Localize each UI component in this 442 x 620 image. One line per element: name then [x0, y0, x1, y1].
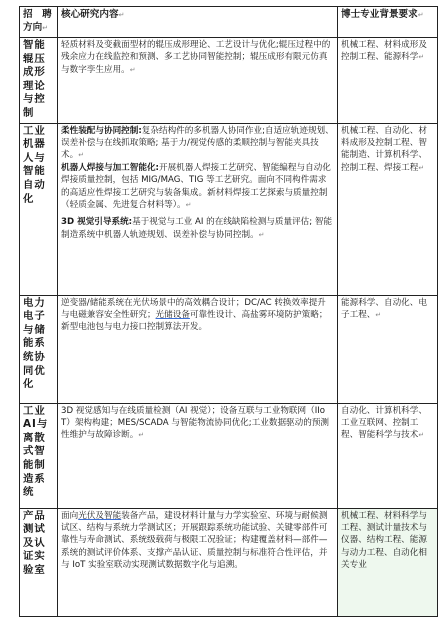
content-paragraph [61, 125, 334, 162]
row-direction [20, 508, 58, 616]
table-row [20, 295, 438, 403]
direction-text: 工业机器人与智能自动化 [23, 124, 46, 205]
background-text: 能源科学、自动化、电子工程、 [341, 297, 427, 320]
paragraph-mark: ↵ [42, 24, 49, 32]
content-underlined-term: 光储设备 [155, 309, 190, 320]
row-background [338, 295, 438, 403]
paragraph-mark: ↵ [375, 310, 382, 319]
row-direction [20, 295, 58, 403]
content-text: 可靠性设计、高盐雾环境防护策略；新型电池包与电力接口控制算法开发。 [61, 309, 328, 333]
recruitment-table-document [19, 6, 437, 617]
row-content [58, 295, 338, 403]
table-header-row [20, 7, 438, 38]
row-direction [20, 38, 58, 124]
row-content [58, 508, 338, 616]
content-text: 开展机器人焊接工艺研究、智能编程与自动化焊接质量控制，包括 MIG/MAG、TIG 等工艺研究。面向不同构件需求的高适应性焊接工艺研究与装备集成。新材料焊接工艺探索与质量控制（轻质金属、先进复合材料等）。 [61, 162, 331, 210]
content-underlined-term: 光伏及智能 [78, 510, 122, 521]
row-background [338, 123, 438, 295]
row-background [338, 403, 438, 508]
table-row [20, 508, 438, 616]
content-lead: 3D 视觉引导系统: [61, 217, 133, 228]
content-lead: 机器人焊接与加工智能化: [61, 162, 159, 173]
background-text: 机械工程、材料科学与工程、测试计量技术与仪器、结构工程、能源与动力工程、自动化相关专业 [341, 510, 427, 571]
paragraph-mark: ↵ [258, 230, 265, 239]
row-direction [20, 123, 58, 295]
direction-text: 电力电子与储能系统协同优化 [23, 296, 46, 391]
header-background-text: 博士专业背景要求 [341, 9, 418, 20]
row-background [338, 508, 438, 616]
header-direction-text: 招 聘方向 [23, 9, 52, 33]
paragraph-mark: ↵ [418, 431, 425, 440]
content-text: 逆变器/储能系统在光伏场景中的高效耦合设计；DC/AC 转换效率提升与电磁兼容安全性研究； [61, 297, 326, 320]
paragraph-mark: ↵ [417, 11, 424, 19]
background-text: 自动化、计算机科学、工业互联网、控制工程、智能科学与技术 [341, 405, 427, 441]
background-text: 机械工程、自动化、材料成形及控制工程、智能制造、计算机科学、控制工程、焊接工程 [341, 125, 427, 173]
paragraph-mark: ↵ [78, 151, 85, 160]
content-text: 复杂结构件的多机器人协同作业;自适应轨迹规划、误差补偿与在线抓取策略; 基于力/视觉传感的柔顺控制与智能夹具技术。 [61, 125, 334, 161]
table-row [20, 38, 438, 124]
content-text: 3D 视觉感知与在线质量检测（AI 视觉）；设备互联与工业物联网（IIoT）架构构建；MES/SCADA 与智能物流协同优化;工业数据驱动的预测性维护与故障诊断。 [61, 405, 330, 441]
content-text: 轻质材料及变截面型材的辊压成形理论、工艺设计与优化;辊压过程中的残余应力在线监控和预测、多工艺协同智能控制；辊压成形有限元仿真与数字孪生应用。 [61, 40, 331, 75]
row-content [58, 403, 338, 508]
background-text: 机械工程、材料成形及控制工程、能源科学 [341, 40, 427, 63]
header-content-text: 核心研究内容 [61, 9, 119, 20]
row-content [58, 38, 338, 124]
row-background [338, 38, 438, 124]
recruitment-table [19, 6, 438, 617]
content-text: 基于视觉与工业 AI 的在线缺陷检测与质量评估; 智能制造系统中机器人轨迹规划、误差补偿与协同控制。 [61, 217, 333, 240]
paragraph-mark: ↵ [129, 65, 136, 74]
content-lead: 柔性装配与协同控制: [61, 125, 142, 136]
paragraph-mark: ↵ [185, 201, 192, 209]
paragraph-mark: ↵ [418, 53, 425, 62]
direction-text: 智能辊压成形理论与控制 [23, 39, 46, 119]
table-row [20, 403, 438, 508]
content-paragraph [61, 162, 334, 212]
direction-text: 产品测试及认证实验室 [23, 509, 46, 576]
row-content [58, 123, 338, 295]
header-background [338, 7, 438, 38]
paragraph-mark: ↵ [138, 431, 145, 440]
header-content [58, 7, 338, 38]
table-row [20, 123, 438, 295]
content-text: 装备产品，建设材料计量与力学实验室、环境与耐候测试区、结构与系统力学测试区；开展跟踪系统功能试验、关键零部件可靠性与寿命测试、系统级载荷与极限工况验证；构建覆盖材料—部件—系统的测试评价体系、支撑产品认证、质量控制与标准符合性评估，并与 IoT 实验室联动实现测试数据数字化与追溯。 [61, 510, 328, 571]
header-direction [20, 7, 58, 38]
content-paragraph [61, 216, 334, 241]
paragraph-mark: ↵ [118, 11, 125, 19]
direction-text: 工业AI与离散式智能制造系统 [23, 404, 49, 499]
row-direction [20, 403, 58, 508]
content-text: 面向 [61, 510, 79, 521]
paragraph-mark: ↵ [418, 163, 425, 172]
